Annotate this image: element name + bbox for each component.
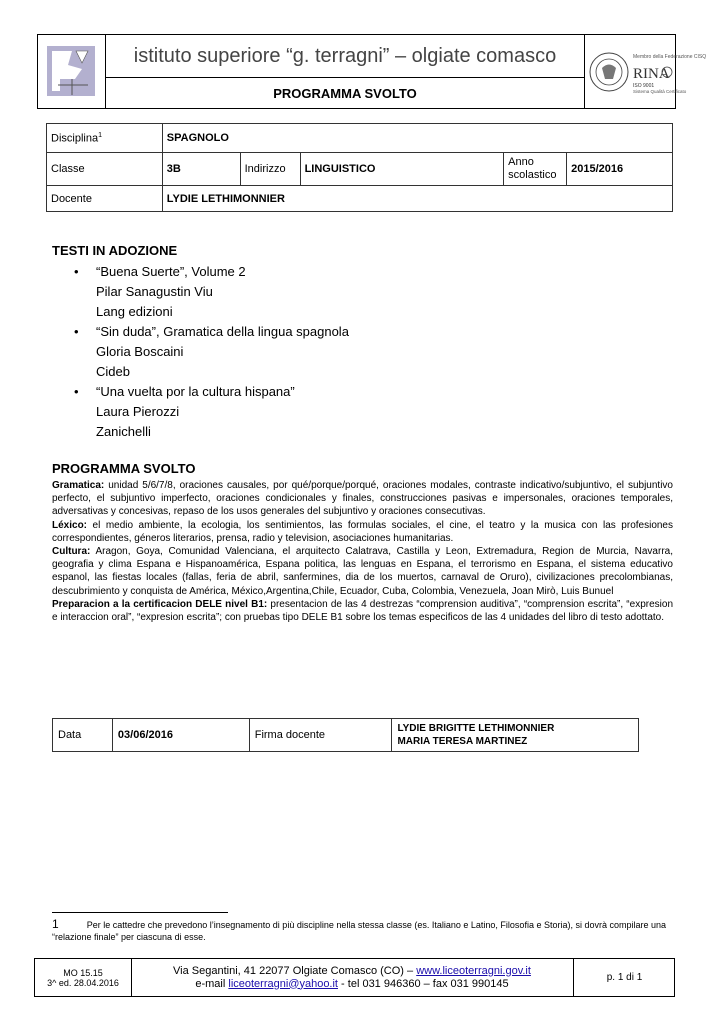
certification-badges <box>584 35 707 108</box>
website-link[interactable]: www.liceoterragni.gov.it <box>416 964 531 977</box>
book-publisher: Cideb <box>96 364 130 379</box>
address: Via Segantini, 41 22077 Olgiate Comasco (CO) – <box>173 964 417 977</box>
lexico-text: el medio ambiente, la ecologia, los sentimientos, las formulas sociales, el cine, el teatro y la musica con las profesiones correspondientes, géneros literarios, prensa, radio y television, asociaciones humanitarias. <box>52 519 673 544</box>
footnote <box>52 918 677 943</box>
docente-name-2: MARIA TERESA MARTINEZ <box>397 736 528 747</box>
book-item <box>74 322 474 382</box>
book-title: “Sin duda”, Gramatica della lingua spagnola <box>96 324 349 339</box>
dele-text: presentacion de las 4 destrezas “comprension auditiva”, “comprension escrita”, “expresion e interaccion oral”, “expresion escrita”; con pruebas tipo DELE B1 sobre los temas especificos de las 4 unidades del libro di testo adottato. <box>52 598 673 624</box>
phone-fax: - tel 031 946360 – fax 031 990145 <box>338 977 509 990</box>
firma-label: Firma docente <box>249 719 392 752</box>
data-label: Data <box>53 719 113 752</box>
contact-line <box>132 978 572 991</box>
school-name: istituto superiore “g. terragni” – olgiate comasco <box>106 35 584 78</box>
disciplina-label: Disciplina$^1$ <box>47 124 163 153</box>
bullet-icon: • <box>74 324 79 339</box>
document-type: PROGRAMMA SVOLTO <box>273 85 417 101</box>
dele-paragraph <box>52 598 673 624</box>
docente-label: Docente <box>47 186 163 212</box>
book-author: Pilar Sanagustin Viu <box>96 284 213 299</box>
page-header <box>37 34 707 109</box>
indirizzo-label: Indirizzo <box>240 153 300 186</box>
book-publisher: Zanichelli <box>96 424 151 439</box>
docente-name-1: LYDIE BRIGITTE LETHIMONNIER <box>397 723 555 734</box>
programma-body <box>52 479 673 624</box>
cultura-label: Cultura: <box>52 546 91 558</box>
anno-value: 2015/2016 <box>567 153 673 186</box>
bullet-icon: • <box>74 384 79 399</box>
docente-value: LYDIE LETHIMONNIER <box>162 186 672 212</box>
svg-text:RINA: RINA <box>633 66 670 82</box>
gramatica-text: unidad 5/6/7/8, oraciones causales, por qué/porque/porqué, oraciones modales, contraste indicativo/subjuntivo, el subjuntivo perfecto, el subjuntivo imperfecto, oraciones condicionales y finales, construcciones pasivas e impersonales, oraciones temporales, adversativas y concesivas, repaso de los usos generales del subjuntivo y oraciones consecutivas. <box>52 480 673 518</box>
disciplina-value: SPAGNOLO <box>162 124 672 153</box>
svg-text:ISO 9001: ISO 9001 <box>633 83 655 89</box>
form-edition: 3^ ed. 28.04.2016 <box>47 977 119 988</box>
lexico-label: Léxico: <box>52 519 88 531</box>
footnote-number: 1 <box>52 917 59 931</box>
firma-docenti <box>392 719 639 752</box>
indirizzo-value: LINGUISTICO <box>300 153 504 186</box>
address-line <box>132 965 572 978</box>
gramatica-paragraph <box>52 479 673 519</box>
anno-label: Anno scolastico <box>504 153 567 186</box>
book-publisher: Lang edizioni <box>96 304 173 319</box>
testi-heading: TESTI IN ADOZIONE <box>52 243 178 258</box>
svg-text:Sistema Qualità Certificato: Sistema Qualità Certificato <box>633 89 687 94</box>
footnote-text: Per le cattedre che prevedono l’insegnamento di più discipline nella stessa classe (es. Italiano e Latino, Filosofia e Storia), si dovrà compilare una “relazione finale” per ciascuna di esse. <box>52 920 667 942</box>
signature-table <box>52 718 639 752</box>
cultura-paragraph <box>52 545 673 598</box>
page-number: p. 1 di 1 <box>573 959 675 996</box>
book-title: “Buena Suerte”, Volume 2 <box>96 264 246 279</box>
email-link[interactable]: liceoterragni@yahoo.it <box>228 977 338 990</box>
gramatica-label: Gramatica: <box>52 480 105 491</box>
data-value: 03/06/2016 <box>112 719 249 752</box>
school-contacts <box>132 959 572 996</box>
lexico-paragraph <box>52 519 673 545</box>
programma-heading: PROGRAMMA SVOLTO <box>52 461 196 476</box>
book-item <box>74 262 474 322</box>
cultura-text: Aragon, Goya, Comunidad Valenciana, el arquitecto Calatrava, Castilla y Leon, Extremadura, Region de Murcia, Navarra, geografia y clima Espana e Hispanoamérica, Espana politica, las lenguas en Espana, el terrorismo en Espana, el sistema educativo espanol, las fiestas locales (fallas, feria de abril, sanfermines, dia de los muertos, carnaval de Oruro), civilizaciones precolombianas, descubrimiento y conquista de América, México,Argentina,Chile, Ecuador, Cuba, Colombia, Venezuela, Joan Mirò, Luis Bunuel <box>52 546 673 597</box>
book-author: Laura Pierozzi <box>96 404 180 419</box>
book-title: “Una vuelta por la cultura hispana” <box>96 384 295 399</box>
rina-seal-icon <box>585 35 707 108</box>
school-logo <box>38 35 106 108</box>
classe-label: Classe <box>47 153 163 186</box>
book-item <box>74 382 474 442</box>
dele-label: Preparacion a la certificacion DELE nivel B1: <box>52 598 268 610</box>
school-logo-icon <box>38 35 105 108</box>
classe-value: 3B <box>162 153 240 186</box>
book-list <box>74 262 474 442</box>
form-number: MO 15.15 <box>63 967 103 978</box>
book-author: Gloria Boscaini <box>96 344 184 359</box>
email-prefix: e-mail <box>195 977 229 990</box>
course-info-table <box>46 123 673 212</box>
footnote-separator <box>52 912 228 913</box>
form-code <box>35 959 132 996</box>
bullet-icon: • <box>74 264 79 279</box>
svg-text:Membro della Federazione CISQ: Membro della Federazione CISQ <box>633 54 707 60</box>
page-footer <box>34 958 675 997</box>
